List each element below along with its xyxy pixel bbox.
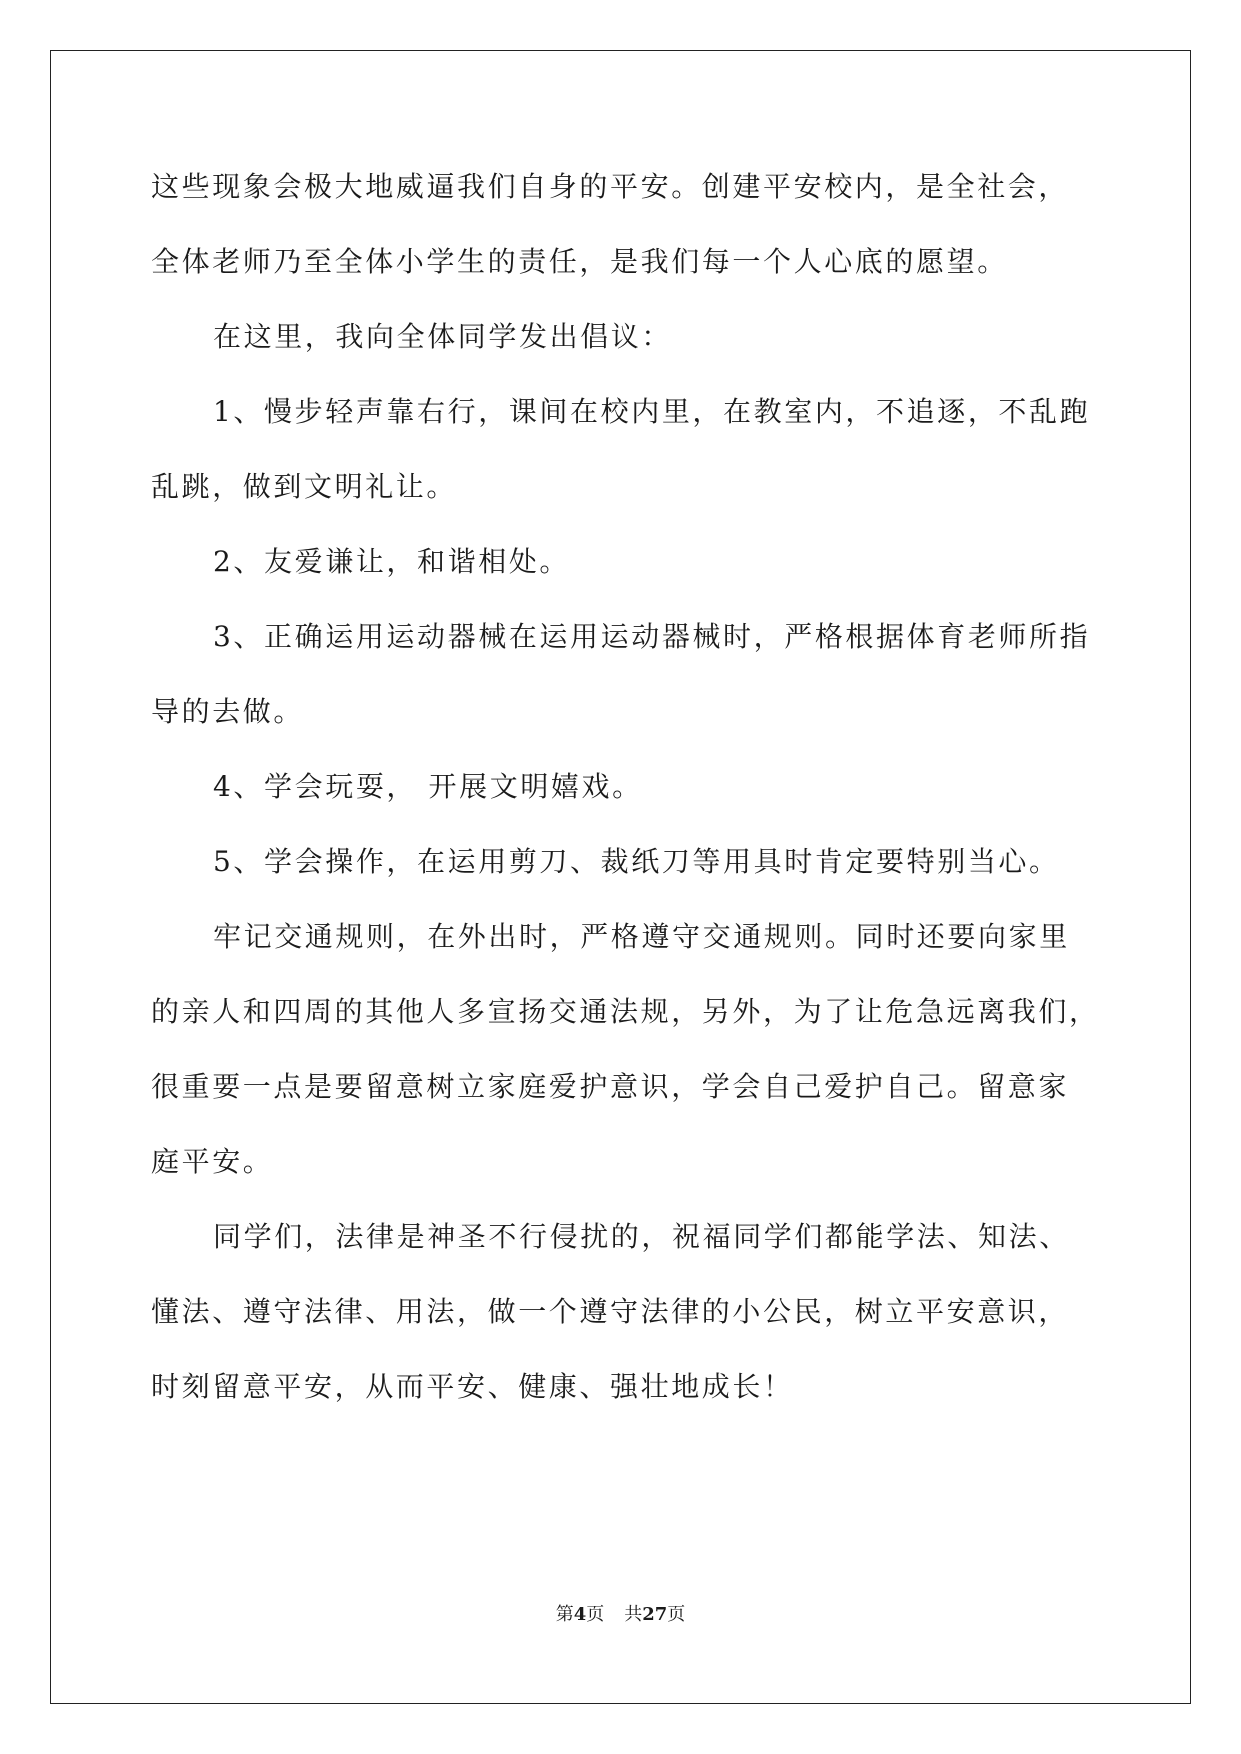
text-line: 导的去做。 xyxy=(151,695,305,728)
text-line: 1、慢步轻声靠右行，课间在校内里，在教室内，不追逐，不乱跑 xyxy=(213,395,1091,428)
current-page-number: 4 xyxy=(573,1604,587,1625)
body-text xyxy=(151,158,1100,1433)
text-line: 庭平安。 xyxy=(151,1145,274,1178)
text-line: 很重要一点是要留意树立家庭爱护意识，学会自己爱护自己。留意家 xyxy=(151,1070,1070,1103)
text-line: 牢记交通规则，在外出时，严格遵守交通规则。同时还要向家里 xyxy=(213,920,1070,953)
text-line: 同学们，法律是神圣不行侵扰的，祝福同学们都能学法、知法、 xyxy=(213,1220,1070,1253)
text-line: 4、学会玩耍， 开展文明嬉戏。 xyxy=(213,770,643,803)
footer-prefix: 第 xyxy=(555,1604,574,1625)
text-line: 2、友爱谦让，和谐相处。 xyxy=(213,545,571,578)
text-line: 懂法、遵守法律、用法，做一个遵守法律的小公民，树立平安意识， xyxy=(151,1295,1070,1328)
footer-total-prefix: 共 xyxy=(624,1604,643,1625)
text-line: 时刻留意平安，从而平安、健康、强壮地成长！ xyxy=(151,1370,794,1403)
page-number-footer xyxy=(0,1604,1241,1626)
footer-total-suffix: 页 xyxy=(667,1604,686,1625)
total-page-count: 27 xyxy=(642,1604,668,1625)
footer-page-suffix: 页 xyxy=(586,1604,605,1625)
text-line: 3、正确运用运动器械在运用运动器械时，严格根据体育老师所指 xyxy=(213,620,1091,653)
text-line: 的亲人和四周的其他人多宣扬交通法规，另外，为了让危急远离我们， xyxy=(151,995,1100,1028)
text-line: 这些现象会极大地威逼我们自身的平安。创建平安校内，是全社会， xyxy=(151,170,1070,203)
text-line: 在这里，我向全体同学发出倡议： xyxy=(213,320,673,353)
text-line: 5、学会操作，在运用剪刀、裁纸刀等用具时肯定要特别当心。 xyxy=(213,845,1060,878)
text-line: 乱跳，做到文明礼让。 xyxy=(151,470,458,503)
text-line: 全体老师乃至全体小学生的责任，是我们每一个人心底的愿望。 xyxy=(151,245,1008,278)
